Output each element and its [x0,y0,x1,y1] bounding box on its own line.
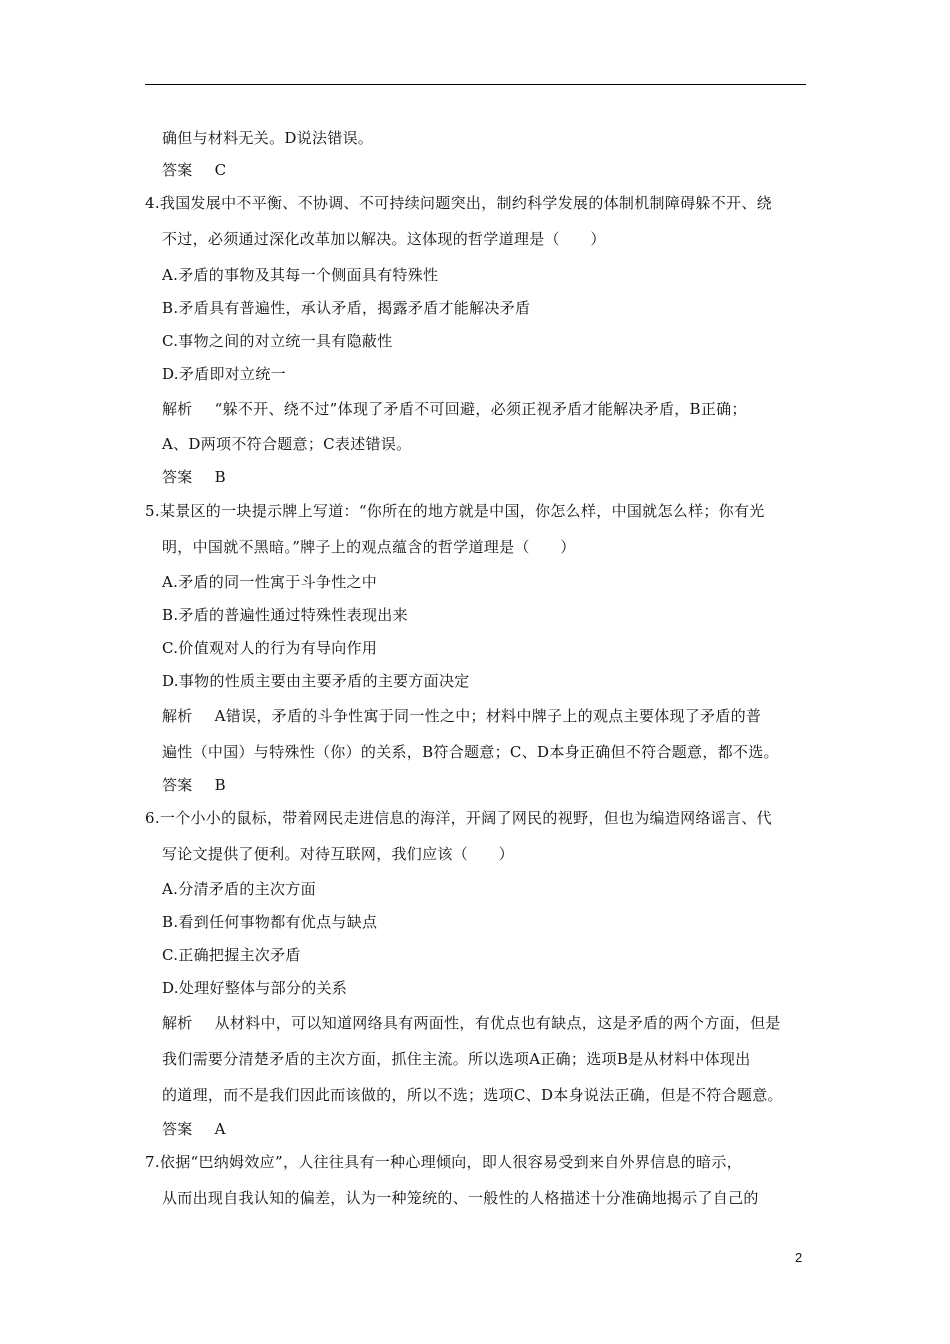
q5-option-b: B.矛盾的普遍性通过特殊性表现出来 [162,606,408,624]
q4-option-a: A.矛盾的事物及其每一个侧面具有特殊性 [162,266,439,284]
q5-option-d: D.事物的性质主要由主要矛盾的主要方面决定 [162,672,470,690]
q5-answer [162,775,226,795]
q6-option-d: D.处理好整体与部分的关系 [162,979,348,997]
q6-analysis-line1: 解析 从材料中，可以知道网络具有两面性，有优点也有缺点，这是矛盾的两个方面，但是 [162,1014,781,1032]
q6-answer [162,1119,226,1139]
answer-value: A [214,1120,226,1138]
q7-stem-line2: 从而出现自我认知的偏差，认为一种笼统的、一般性的人格描述十分准确地揭示了自己的 [162,1189,759,1207]
q4-analysis-line1: 解析 “躲不开、绕不过”体现了矛盾不可回避，必须正视矛盾才能解决矛盾，B正确； [162,400,747,418]
answer-label: 答案 [162,161,193,179]
q5-option-a: A.矛盾的同一性寓于斗争性之中 [162,573,378,591]
q5-analysis-line1: 解析 A错误，矛盾的斗争性寓于同一性之中；材料中牌子上的观点主要体现了矛盾的普 [162,707,762,725]
answer-label: 答案 [162,776,193,794]
answer-value: B [214,776,226,794]
q5-stem-line2: 明，中国就不黑暗。”牌子上的观点蕴含的哲学道理是（ ） [162,538,576,556]
q5-option-c: C.价值观对人的行为有导向作用 [162,639,378,657]
q6-option-b: B.看到任何事物都有优点与缺点 [162,913,378,931]
q7-stem-line1: 7.依据“巴纳姆效应”，人往往具有一种心理倾向，即人很容易受到来自外界信息的暗示， [145,1153,742,1171]
analysis-label: 解析 [162,1014,193,1032]
answer-value: C [214,161,227,179]
q4-stem-line1: 4.我国发展中不平衡、不协调、不可持续问题突出，制约科学发展的体制机制障碍躲不开、绕 [145,194,772,212]
q4-option-c: C.事物之间的对立统一具有隐蔽性 [162,332,393,350]
q5-stem-line1: 5.某景区的一块提示牌上写道：“你所在的地方就是中国，你怎么样，中国就怎么样；你有光 [145,502,765,520]
q5-analysis-line2: 遍性（中国）与特殊性（你）的关系，B符合题意；C、D本身正确但不符合题意，都不选。 [162,743,779,761]
q4-option-d: D.矛盾即对立统一 [162,365,286,383]
q6-stem-line2: 写论文提供了便利。对待互联网，我们应该（ ） [162,845,514,863]
q4-analysis-line2: A、D两项不符合题意；C表述错误。 [162,435,412,453]
q4-option-b: B.矛盾具有普遍性，承认矛盾，揭露矛盾才能解决矛盾 [162,299,531,317]
q6-analysis-line3: 的道理，而不是我们因此而该做的，所以不选；选项C、D本身说法正确，但是不符合题意。 [162,1086,783,1104]
answer-value: B [214,468,226,486]
q6-option-a: A.分清矛盾的主次方面 [162,880,316,898]
analysis-label: 解析 [162,707,193,725]
q6-stem-line1: 6.一个小小的鼠标，带着网民走进信息的海洋，开阔了网民的视野，但也为编造网络谣言、代 [145,809,772,827]
q6-option-c: C.正确把握主次矛盾 [162,946,301,964]
page-number: 2 [795,1250,803,1265]
answer-label: 答案 [162,468,193,486]
header-rule [145,84,806,85]
analysis-label: 解析 [162,400,193,418]
q4-answer [162,467,226,487]
analysis-tail: 确但与材料无关。D说法错误。 [162,129,374,147]
q6-analysis-line2: 我们需要分清楚矛盾的主次方面，抓住主流。所以选项A正确；选项B是从材料中体现出 [162,1050,751,1068]
answer-prev [162,160,226,180]
q4-stem-line2: 不过，必须通过深化改革加以解决。这体现的哲学道理是（ ） [162,230,606,248]
answer-label: 答案 [162,1120,193,1138]
